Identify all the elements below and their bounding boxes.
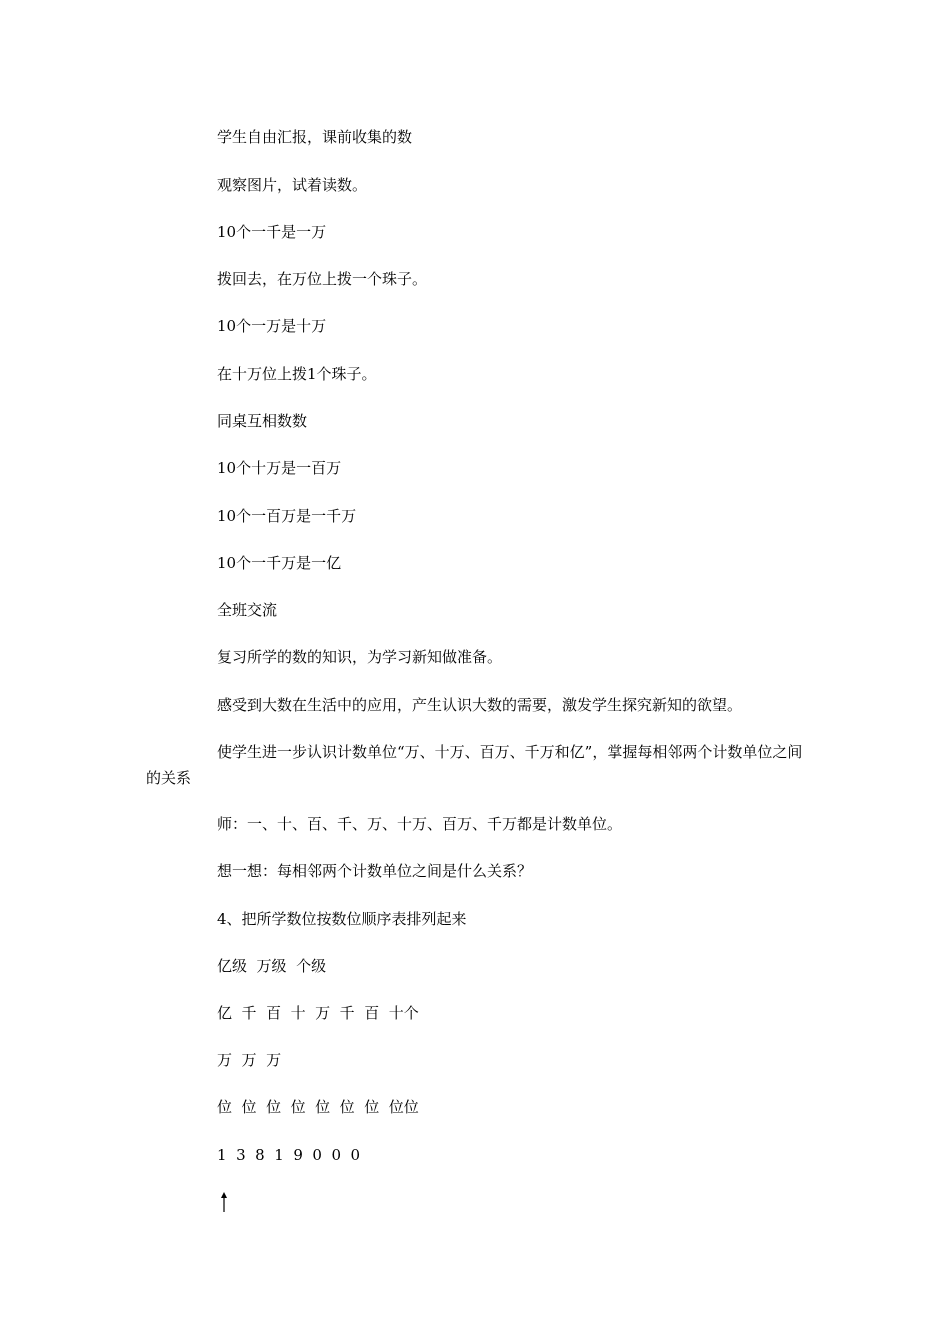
text-line-16: 4、把所学数位按数位顺序表排列起来 <box>217 910 467 928</box>
text-line-6: 在十万位上拨1个珠子。 <box>217 365 377 383</box>
text-line-20: 位 位 位 位 位 位 位 位位 <box>217 1098 419 1116</box>
text-line-21: 1 3 8 1 9 0 0 0 <box>217 1146 361 1164</box>
text-line-5: 10个一万是十万 <box>217 317 327 335</box>
text-line-13: 感受到大数在生活中的应用，产生认识大数的需要，激发学生探究新知的欲望。 <box>217 696 743 714</box>
text-line-8: 10个十万是一百万 <box>217 459 342 477</box>
text-line-10: 10个一千万是一亿 <box>217 554 342 572</box>
text-line-9: 10个一百万是一千万 <box>217 507 357 525</box>
text-line-2: 观察图片，试着读数。 <box>217 176 368 194</box>
text-line-4: 拨回去，在万位上拨一个珠子。 <box>217 270 428 288</box>
text-line-19: 万 万 万 <box>217 1051 282 1069</box>
text-line-17: 亿级 万级 个级 <box>217 957 327 975</box>
text-line-7: 同桌互相数数 <box>217 412 308 430</box>
text-line-1: 学生自由汇报，课前收集的数 <box>217 128 413 146</box>
up-arrow-icon <box>217 1190 231 1214</box>
text-line-3: 10个一千是一万 <box>217 223 327 241</box>
text-line-15: 想一想：每相邻两个计数单位之间是什么关系？ <box>217 862 533 880</box>
wrapped-paragraph: 使学生进一步认识计数单位“万、十万、百万、千万和亿”，掌握每相邻两个计数单位之间的关系 <box>146 743 803 787</box>
text-line-11: 全班交流 <box>217 601 278 619</box>
text-line-14: 师：一、十、百、千、万、十万、百万、千万都是计数单位。 <box>217 815 623 833</box>
text-line-12: 复习所学的数的知识，为学习新知做准备。 <box>217 648 503 666</box>
text-line-18: 亿 千 百 十 万 千 百 十个 <box>217 1004 419 1022</box>
